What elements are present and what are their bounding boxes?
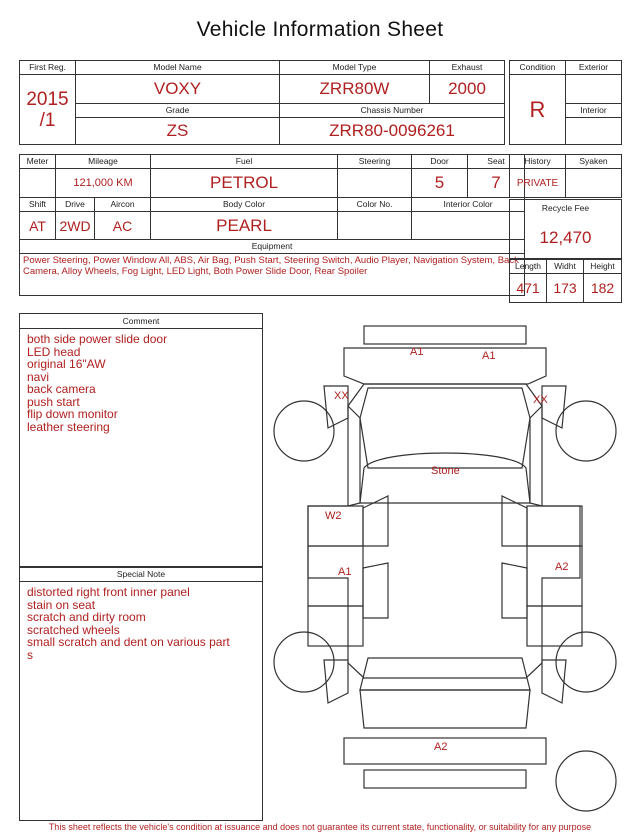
- mark-left-rear-door: A1: [338, 566, 352, 578]
- left-pillar: [348, 406, 360, 506]
- comment-line: LED head: [27, 344, 81, 359]
- comment-line: leather steering: [27, 419, 110, 434]
- right-rear-wheel: [556, 632, 616, 692]
- drive-label: Drive: [56, 198, 95, 212]
- meter-label: Meter: [20, 155, 56, 169]
- mark-fender-left: XX: [334, 390, 349, 402]
- mark-roof: Stone: [431, 465, 460, 477]
- left-rear-door: [308, 546, 363, 606]
- right-rear-window: [502, 563, 527, 618]
- special-note-label: Special Note: [20, 567, 262, 582]
- history-table: [509, 154, 622, 198]
- special-note-box: [19, 566, 263, 821]
- right-front-wheel: [556, 401, 616, 461]
- model-type-value: ZRR80W: [280, 75, 430, 104]
- shift-value: AT: [20, 212, 56, 240]
- right-front-fender: [542, 386, 566, 428]
- aircon-value: AC: [95, 212, 151, 240]
- syaken-label: Syaken: [566, 155, 622, 169]
- tailgate: [360, 690, 530, 728]
- roof: [360, 453, 530, 503]
- comment-line: push start: [27, 394, 80, 409]
- model-type-label: Model Type: [280, 61, 430, 75]
- steering-label: Steering: [338, 155, 412, 169]
- comment-line: navi: [27, 369, 50, 384]
- exterior-value: [566, 75, 622, 104]
- mark-left-front-door: W2: [325, 510, 342, 522]
- recycle-table: [509, 199, 622, 259]
- length-value: 471: [510, 274, 547, 303]
- first-reg-value: [20, 75, 76, 145]
- vehicle-basic-table: [19, 60, 505, 145]
- left-rear-wheel: [274, 632, 334, 692]
- interior-label: Interior: [566, 104, 622, 118]
- comment-line: back camera: [27, 382, 96, 396]
- windshield: [360, 388, 530, 468]
- body-color-label: Body Color: [151, 198, 338, 212]
- mileage-value: 121,000 KM: [56, 169, 151, 198]
- model-name-value: VOXY: [76, 75, 280, 104]
- left-rear-window: [363, 563, 388, 618]
- disclaimer-footer: This sheet reflects the vehicle's condition at issuance and does not guarantee its current state, functionality, or suitability for any purpose: [48, 822, 592, 832]
- page-title: Vehicle Information Sheet: [196, 18, 444, 41]
- left-front-wheel: [274, 401, 334, 461]
- syaken-value: [566, 169, 622, 198]
- color-no-value: [338, 212, 412, 240]
- hood: [344, 348, 546, 384]
- exhaust-label: Exhaust: [430, 61, 505, 75]
- mark-rear-bumper: A2: [434, 741, 448, 753]
- length-label: Length: [510, 260, 547, 274]
- front-bumper: [364, 326, 526, 344]
- mark-fender-right: XX: [533, 394, 548, 406]
- chassis-value: ZRR80-0096261: [280, 118, 505, 145]
- equipment-label: Equipment: [20, 240, 525, 254]
- right-pillar: [530, 406, 542, 506]
- aircon-label: Aircon: [95, 198, 151, 212]
- comment-line: original 16"AW: [27, 357, 106, 371]
- comment-line: flip down monitor: [27, 407, 118, 421]
- rear-glass: [360, 658, 530, 690]
- rear-step: [364, 770, 526, 788]
- shift-label: Shift: [20, 198, 56, 212]
- chassis-label: Chassis Number: [280, 104, 505, 118]
- recycle-value: 12,470: [539, 228, 592, 247]
- recycle-cell: [510, 200, 622, 259]
- left-rear-fender: [324, 660, 348, 703]
- right-rear-door: [527, 546, 582, 606]
- condition-label: Condition: [510, 61, 566, 75]
- body-color-value: PEARL: [151, 212, 338, 240]
- steering-value: [338, 169, 412, 198]
- history-label: History: [510, 155, 566, 169]
- mileage-label: Mileage: [56, 155, 151, 169]
- exhaust-value: 2000: [430, 75, 505, 104]
- first-reg-year: 2015: [26, 88, 69, 110]
- right-rear-panel: [527, 606, 582, 646]
- left-rear-panel: [308, 606, 363, 646]
- special-note-line: s: [27, 647, 33, 662]
- height-value: 182: [584, 274, 622, 303]
- interior-color-value: [412, 212, 525, 240]
- mark-right-rear-door: A2: [555, 561, 569, 573]
- width-value: 173: [547, 274, 584, 303]
- seat-label: Seat: [468, 155, 525, 169]
- seat-value: 7: [468, 169, 525, 198]
- first-reg-month: /1: [39, 109, 56, 131]
- body-outline: [308, 384, 580, 678]
- recycle-label: Recycle Fee: [541, 203, 590, 213]
- width-label: Widht: [547, 260, 584, 274]
- right-rear-fender: [542, 660, 566, 703]
- special-note-line: stain on seat: [27, 597, 96, 612]
- meter-value: [20, 169, 56, 198]
- comment-line: both side power slide door: [27, 332, 168, 346]
- fuel-label: Fuel: [151, 155, 338, 169]
- equipment-value: Power Steering, Power Window All, ABS, Air Bag, Push Start, Steering Switch, Audio Player, Navigation System, Back Camera, Alloy Wheels, Fog Light, LED Light, Both Power Slide Door, Rear Spoiler: [20, 254, 525, 296]
- interior-value: [566, 118, 622, 145]
- interior-color-label: Interior Color: [412, 198, 525, 212]
- special-note-list: [20, 582, 262, 665]
- height-label: Height: [584, 260, 622, 274]
- special-note-line: scratched wheels: [27, 622, 120, 637]
- fuel-value: PETROL: [151, 169, 338, 198]
- vehicle-spec-table: [19, 154, 525, 296]
- color-no-label: Color No.: [338, 198, 412, 212]
- door-value: 5: [412, 169, 468, 198]
- comment-box: [19, 313, 263, 568]
- mark-front-left: A1: [410, 346, 424, 358]
- grade-value: ZS: [76, 118, 280, 145]
- drive-value: 2WD: [56, 212, 95, 240]
- dimensions-table: [509, 259, 622, 303]
- special-note-line: small scratch and dent on various part: [27, 635, 230, 649]
- mark-front-right: A1: [482, 350, 496, 362]
- door-label: Door: [412, 155, 468, 169]
- model-name-label: Model Name: [76, 61, 280, 75]
- car-damage-diagram: [268, 318, 620, 818]
- grade-label: Grade: [76, 104, 280, 118]
- right-front-door: [527, 506, 582, 546]
- exterior-label: Exterior: [566, 61, 622, 75]
- condition-value: R: [510, 75, 566, 145]
- spare-wheel: [556, 751, 616, 811]
- comment-label: Comment: [20, 314, 262, 329]
- special-note-line: scratch and dirty room: [27, 610, 146, 624]
- comment-list: [20, 329, 262, 437]
- condition-table: [509, 60, 622, 145]
- special-note-line: distorted right front inner panel: [27, 585, 190, 599]
- history-value: PRIVATE: [510, 169, 566, 198]
- first-reg-label: First Reg.: [20, 61, 76, 75]
